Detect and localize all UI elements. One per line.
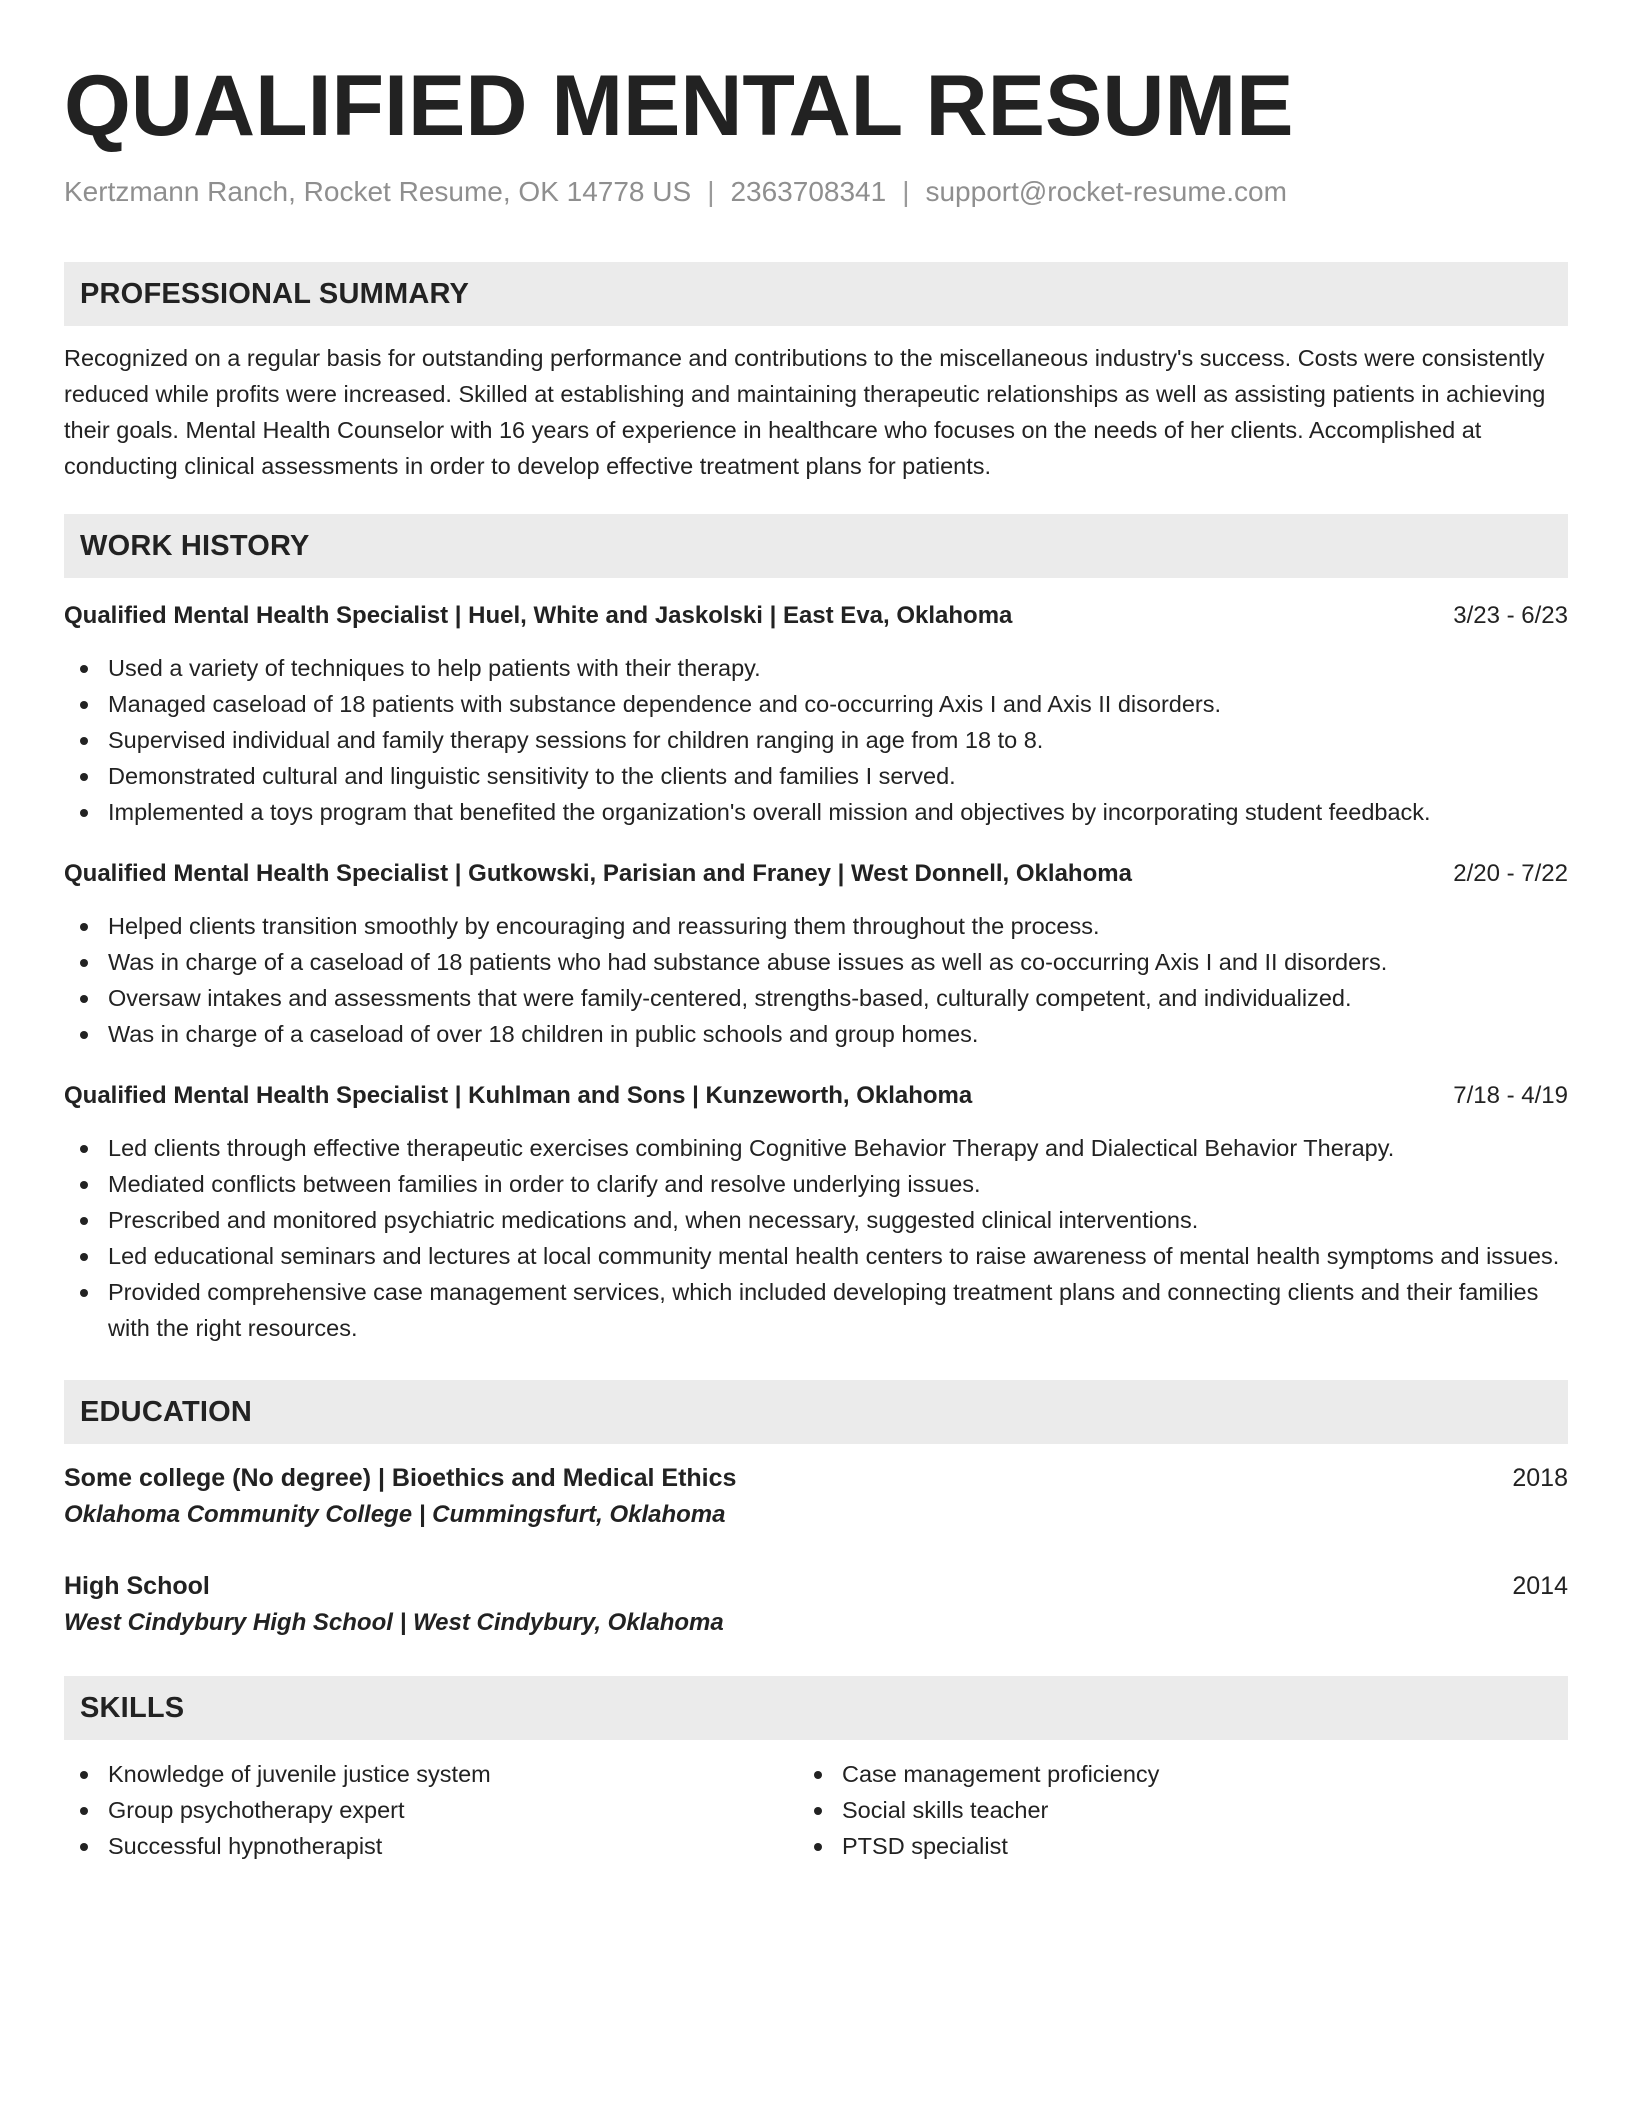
contact-separator: | bbox=[902, 176, 910, 207]
address-text: Kertzmann Ranch, Rocket Resume, OK 14778 US bbox=[64, 176, 692, 207]
job-dates: 3/23 - 6/23 bbox=[1453, 602, 1568, 629]
contact-separator: | bbox=[707, 176, 715, 207]
list-item: Case management proficiency bbox=[798, 1756, 1532, 1792]
list-item: Knowledge of juvenile justice system bbox=[64, 1756, 798, 1792]
education-year: 2014 bbox=[1512, 1572, 1568, 1600]
list-item: Oversaw intakes and assessments that were family-centered, strengths-based, culturally competent, and individualized. bbox=[64, 980, 1568, 1016]
list-item: Mediated conflicts between families in order to clarify and resolve underlying issues. bbox=[64, 1166, 1568, 1202]
skills-columns bbox=[64, 1756, 1568, 1864]
list-item: Helped clients transition smoothly by encouraging and reassuring them throughout the process. bbox=[64, 908, 1568, 944]
job-title-row bbox=[64, 598, 1568, 634]
skills-list-left bbox=[64, 1756, 798, 1864]
list-item: PTSD specialist bbox=[798, 1828, 1532, 1864]
resume-title: QUALIFIED MENTAL RESUME bbox=[64, 58, 1294, 154]
list-item: Supervised individual and family therapy sessions for children ranging in age from 18 to 8. bbox=[64, 722, 1568, 758]
list-item: Demonstrated cultural and linguistic sensitivity to the clients and families I served. bbox=[64, 758, 1568, 794]
job-title-row bbox=[64, 1078, 1568, 1114]
section-header-education: EDUCATION bbox=[64, 1380, 1568, 1444]
education-school: West Cindybury High School | West Cindybury, Oklahoma bbox=[64, 1609, 724, 1636]
job-dates: 7/18 - 4/19 bbox=[1453, 1082, 1568, 1109]
education-school: Oklahoma Community College | Cummingsfurt, Oklahoma bbox=[64, 1501, 726, 1528]
job-bullet-list bbox=[64, 908, 1568, 1052]
job-title-row bbox=[64, 856, 1568, 892]
list-item: Implemented a toys program that benefited the organization's overall mission and objectives by incorporating student feedback. bbox=[64, 794, 1568, 830]
list-item: Provided comprehensive case management services, which included developing treatment plans and connecting clients and their families with the right resources. bbox=[64, 1274, 1568, 1346]
list-item: Led clients through effective therapeutic exercises combining Cognitive Behavior Therapy and Dialectical Behavior Therapy. bbox=[64, 1130, 1568, 1166]
list-item: Managed caseload of 18 patients with substance dependence and co-occurring Axis I and Axis II disorders. bbox=[64, 686, 1568, 722]
list-item: Was in charge of a caseload of over 18 children in public schools and group homes. bbox=[64, 1016, 1568, 1052]
education-degree: Some college (No degree) | Bioethics and Medical Ethics bbox=[64, 1464, 737, 1492]
contact-line bbox=[64, 174, 1568, 210]
job-bullet-list bbox=[64, 650, 1568, 830]
summary-text: Recognized on a regular basis for outstanding performance and contributions to the miscellaneous industry's success. Costs were consistently reduced while profits were increased. Skilled at establishing and maintaining therapeutic relationships as well as assisting patients in achieving their goals. Mental Health Counselor with 16 years of experience in healthcare who focuses on the needs of her clients. Accomplished at conducting clinical assessments in order to develop effective treatment plans for patients. bbox=[64, 345, 1546, 479]
job-entry bbox=[64, 856, 1568, 1052]
list-item: Group psychotherapy expert bbox=[64, 1792, 798, 1828]
list-item: Used a variety of techniques to help patients with their therapy. bbox=[64, 650, 1568, 686]
education-row bbox=[64, 1460, 1568, 1496]
list-item: Led educational seminars and lectures at local community mental health centers to raise awareness of mental health symptoms and issues. bbox=[64, 1238, 1568, 1274]
job-title: Qualified Mental Health Specialist | Gutkowski, Parisian and Franey | West Donnell, Oklahoma bbox=[64, 860, 1132, 887]
section-header-work-history: WORK HISTORY bbox=[64, 514, 1568, 578]
job-dates: 2/20 - 7/22 bbox=[1453, 860, 1568, 887]
section-header-summary: PROFESSIONAL SUMMARY bbox=[64, 262, 1568, 326]
list-item: Prescribed and monitored psychiatric medications and, when necessary, suggested clinical interventions. bbox=[64, 1202, 1568, 1238]
section-header-skills: SKILLS bbox=[64, 1676, 1568, 1740]
skills-list-right bbox=[798, 1756, 1532, 1864]
email-link[interactable]: support@rocket-resume.com bbox=[925, 176, 1287, 207]
education-entry bbox=[64, 1568, 1568, 1642]
job-bullet-list bbox=[64, 1130, 1568, 1346]
job-title: Qualified Mental Health Specialist | Kuhlman and Sons | Kunzeworth, Oklahoma bbox=[64, 1082, 973, 1109]
job-entry bbox=[64, 598, 1568, 830]
job-entry bbox=[64, 1078, 1568, 1346]
education-row bbox=[64, 1568, 1568, 1604]
education-degree: High School bbox=[64, 1572, 210, 1600]
education-year: 2018 bbox=[1512, 1464, 1568, 1492]
job-title: Qualified Mental Health Specialist | Huel, White and Jaskolski | East Eva, Oklahoma bbox=[64, 602, 1013, 629]
phone-text: 2363708341 bbox=[730, 176, 887, 207]
list-item: Successful hypnotherapist bbox=[64, 1828, 798, 1864]
list-item: Was in charge of a caseload of 18 patients who had substance abuse issues as well as co-occurring Axis I and II disorders. bbox=[64, 944, 1568, 980]
list-item: Social skills teacher bbox=[798, 1792, 1532, 1828]
education-entry bbox=[64, 1460, 1568, 1534]
